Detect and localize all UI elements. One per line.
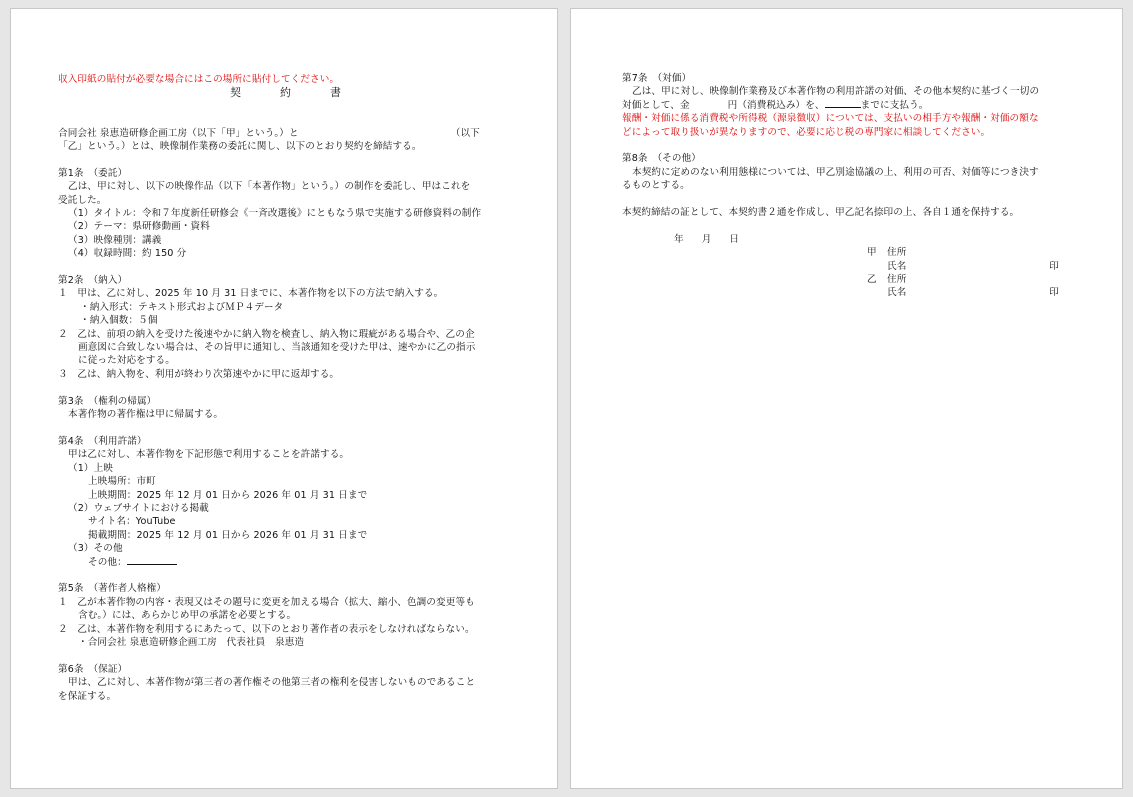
article-8-body-cont: るものとする。 xyxy=(622,180,690,192)
page-1-content xyxy=(58,73,513,703)
document-page-1 xyxy=(10,8,558,789)
other-label: その他： xyxy=(88,556,127,568)
payment-deadline-label: までに支払う。 xyxy=(860,99,929,111)
article-4-site-name: サイト名：YouTube xyxy=(88,516,176,528)
article-1-body: 乙は、甲に対し、以下の映像作品（以下「本著作物」という。）の制作を委託し、甲はこれを xyxy=(68,181,471,193)
article-7-body: 乙は、甲に対し、映像制作業務及び本著作物の利用許諾の対価、その他本契約に基づく一切の xyxy=(632,86,1040,98)
intro-line-2: 「乙」という。）とは、映像制作業務の委託に関し、以下のとおり契約を締結する。 xyxy=(58,141,422,152)
date-day: 日 xyxy=(729,233,740,245)
article-6-heading: 第6条 （保証） xyxy=(58,663,128,675)
payment-amount-label: 対価として、金 xyxy=(622,99,690,111)
document-page-2 xyxy=(570,8,1123,789)
party-b-mark: 乙 xyxy=(867,274,877,286)
party-b-address xyxy=(867,273,1067,286)
payment-tax-label: 円（消費税込み）を、 xyxy=(727,99,825,111)
article-2-delivery-count: ・納入個数：５個 xyxy=(80,315,158,327)
party-a-address-label: 住所 xyxy=(887,247,907,259)
other-blank[interactable] xyxy=(127,564,177,565)
date-month: 月 xyxy=(701,233,712,245)
stamp-note: 収入印紙の貼付が必要な場合にはこの場所に貼付してください。 xyxy=(58,74,340,85)
party-b-seal: 印 xyxy=(1049,287,1059,299)
party-a-name-label: 氏名 xyxy=(887,260,907,272)
party-a-mark: 甲 xyxy=(867,247,877,259)
article-1-item-3: （3）映像種別：講義 xyxy=(68,234,162,246)
article-4-website: （2）ウェブサイトにおける掲載 xyxy=(68,502,209,514)
article-4-screening-location: 上映場所：市町 xyxy=(88,476,156,488)
article-5-paragraph-2: ２ 乙は、本著作物を利用するにあたって、以下のとおり著作者の表示をしなければならない。 xyxy=(58,623,475,635)
article-5-paragraph-1-cont: 含む。）には、あらかじめ甲の承諾を必要とする。 xyxy=(78,610,297,622)
article-4-heading: 第4条 （利用許諾） xyxy=(58,435,147,447)
intro-party-b-suffix: （以下 xyxy=(450,127,480,139)
article-2-paragraph-2-cont: に従った対応をする。 xyxy=(78,355,175,367)
article-2-paragraph-1: １ 甲は、乙に対し、2025 年 10 月 31 日までに、本著作物を以下の方法で納入する。 xyxy=(58,288,444,300)
article-5-heading: 第5条 （著作者人格権） xyxy=(58,583,167,595)
tax-note-cont: どによって取り扱いが異なりますので、必要に応じ税の専門家に相談してください。 xyxy=(622,126,991,138)
tax-note: 報酬・対価に係る消費税や所得税（源泉徴収）については、支払いの相手方や報酬・対価の額な xyxy=(622,113,1039,125)
article-5-author-credit: ・合同会社 泉恵造研修企画工房 代表社員 泉恵造 xyxy=(78,636,305,648)
article-2-heading: 第2条 （納入） xyxy=(58,275,128,287)
article-4-screening-period: 上映期間：2025 年 12 月 01 日から 2026 年 01 月 31 日まで xyxy=(88,489,368,501)
article-3-body: 本著作物の著作権は甲に帰属する。 xyxy=(68,409,224,421)
party-a-seal: 印 xyxy=(1049,260,1059,272)
article-7-heading: 第7条 （対価） xyxy=(622,73,692,84)
date-year: 年 xyxy=(674,233,684,245)
article-1-item-2: （2）テーマ：県研修動画・資料 xyxy=(68,221,210,233)
party-b-name-label: 氏名 xyxy=(887,287,907,299)
article-1-item-1: （1）タイトル：令和７年度新任研修会《一斉改選後》にともなう県で実施する研修資料の制作 xyxy=(68,208,482,220)
article-6-body-cont: を保証する。 xyxy=(58,690,117,702)
article-1-item-4: （4）収録時間：約 150 分 xyxy=(68,248,187,260)
article-4-other-field xyxy=(58,556,513,569)
article-1-body-cont: 受託した。 xyxy=(58,194,107,206)
party-a-name xyxy=(867,260,1067,273)
article-4-posting-period: 掲載期間：2025 年 12 月 01 日から 2026 年 01 月 31 日まで xyxy=(88,529,368,541)
signing-date xyxy=(622,233,1067,246)
signature-block xyxy=(622,246,1067,306)
article-3-heading: 第3条 （権利の帰属） xyxy=(58,395,157,407)
article-4-screening: （1）上映 xyxy=(68,462,113,474)
party-b-name xyxy=(867,286,1067,299)
closing-statement: 本契約締結の証として、本契約書２通を作成し、甲乙記名捺印の上、各自１通を保持する。 xyxy=(622,207,1020,219)
party-a-address xyxy=(867,246,1067,259)
article-2-paragraph-2: ２ 乙は、前項の納入を受けた後速やかに納入物を検査し、納入物に瑕疵がある場合や、乙の企 xyxy=(58,328,475,340)
article-2-paragraph-3: ３ 乙は、納入物を、利用が終わり次第速やかに甲に返却する。 xyxy=(58,368,340,380)
article-4-other: （3）その他 xyxy=(68,543,123,555)
article-5-paragraph-1: １ 乙が本著作物の内容・表現又はその題号に変更を加える場合（拡大、縮小、色調の変更等も xyxy=(58,596,475,608)
intro-line-1 xyxy=(58,127,513,140)
article-8-body: 本契約に定めのない利用態様については、甲乙別途協議の上、利用の可否、対価等につき決す xyxy=(632,166,1039,178)
article-2-paragraph-2-cont: 画意図に合致しない場合は、その旨甲に通知し、当該通知を受けた甲は、速やかに乙の指示 xyxy=(78,342,476,354)
page-2-content xyxy=(622,72,1067,306)
party-b-address-label: 住所 xyxy=(887,274,907,286)
article-6-body: 甲は、乙に対し、本著作物が第三者の著作権その他第三者の権利を侵害しないものであること xyxy=(68,677,476,689)
payment-date-blank[interactable] xyxy=(825,107,861,108)
document-title: 契 約 書 xyxy=(230,86,355,100)
article-1-heading: 第1条 （委託） xyxy=(58,167,128,179)
intro-party-a: 合同会社 泉恵造研修企画工房（以下「甲」という。）と xyxy=(58,127,299,139)
article-7-payment-line xyxy=(622,99,1067,112)
article-2-delivery-format: ・納入形式：テキスト形式およびＭＰ４データ xyxy=(80,301,284,313)
article-4-body: 甲は乙に対し、本著作物を下記形態で利用することを許諾する。 xyxy=(68,449,350,461)
article-8-heading: 第8条 （その他） xyxy=(622,153,701,165)
